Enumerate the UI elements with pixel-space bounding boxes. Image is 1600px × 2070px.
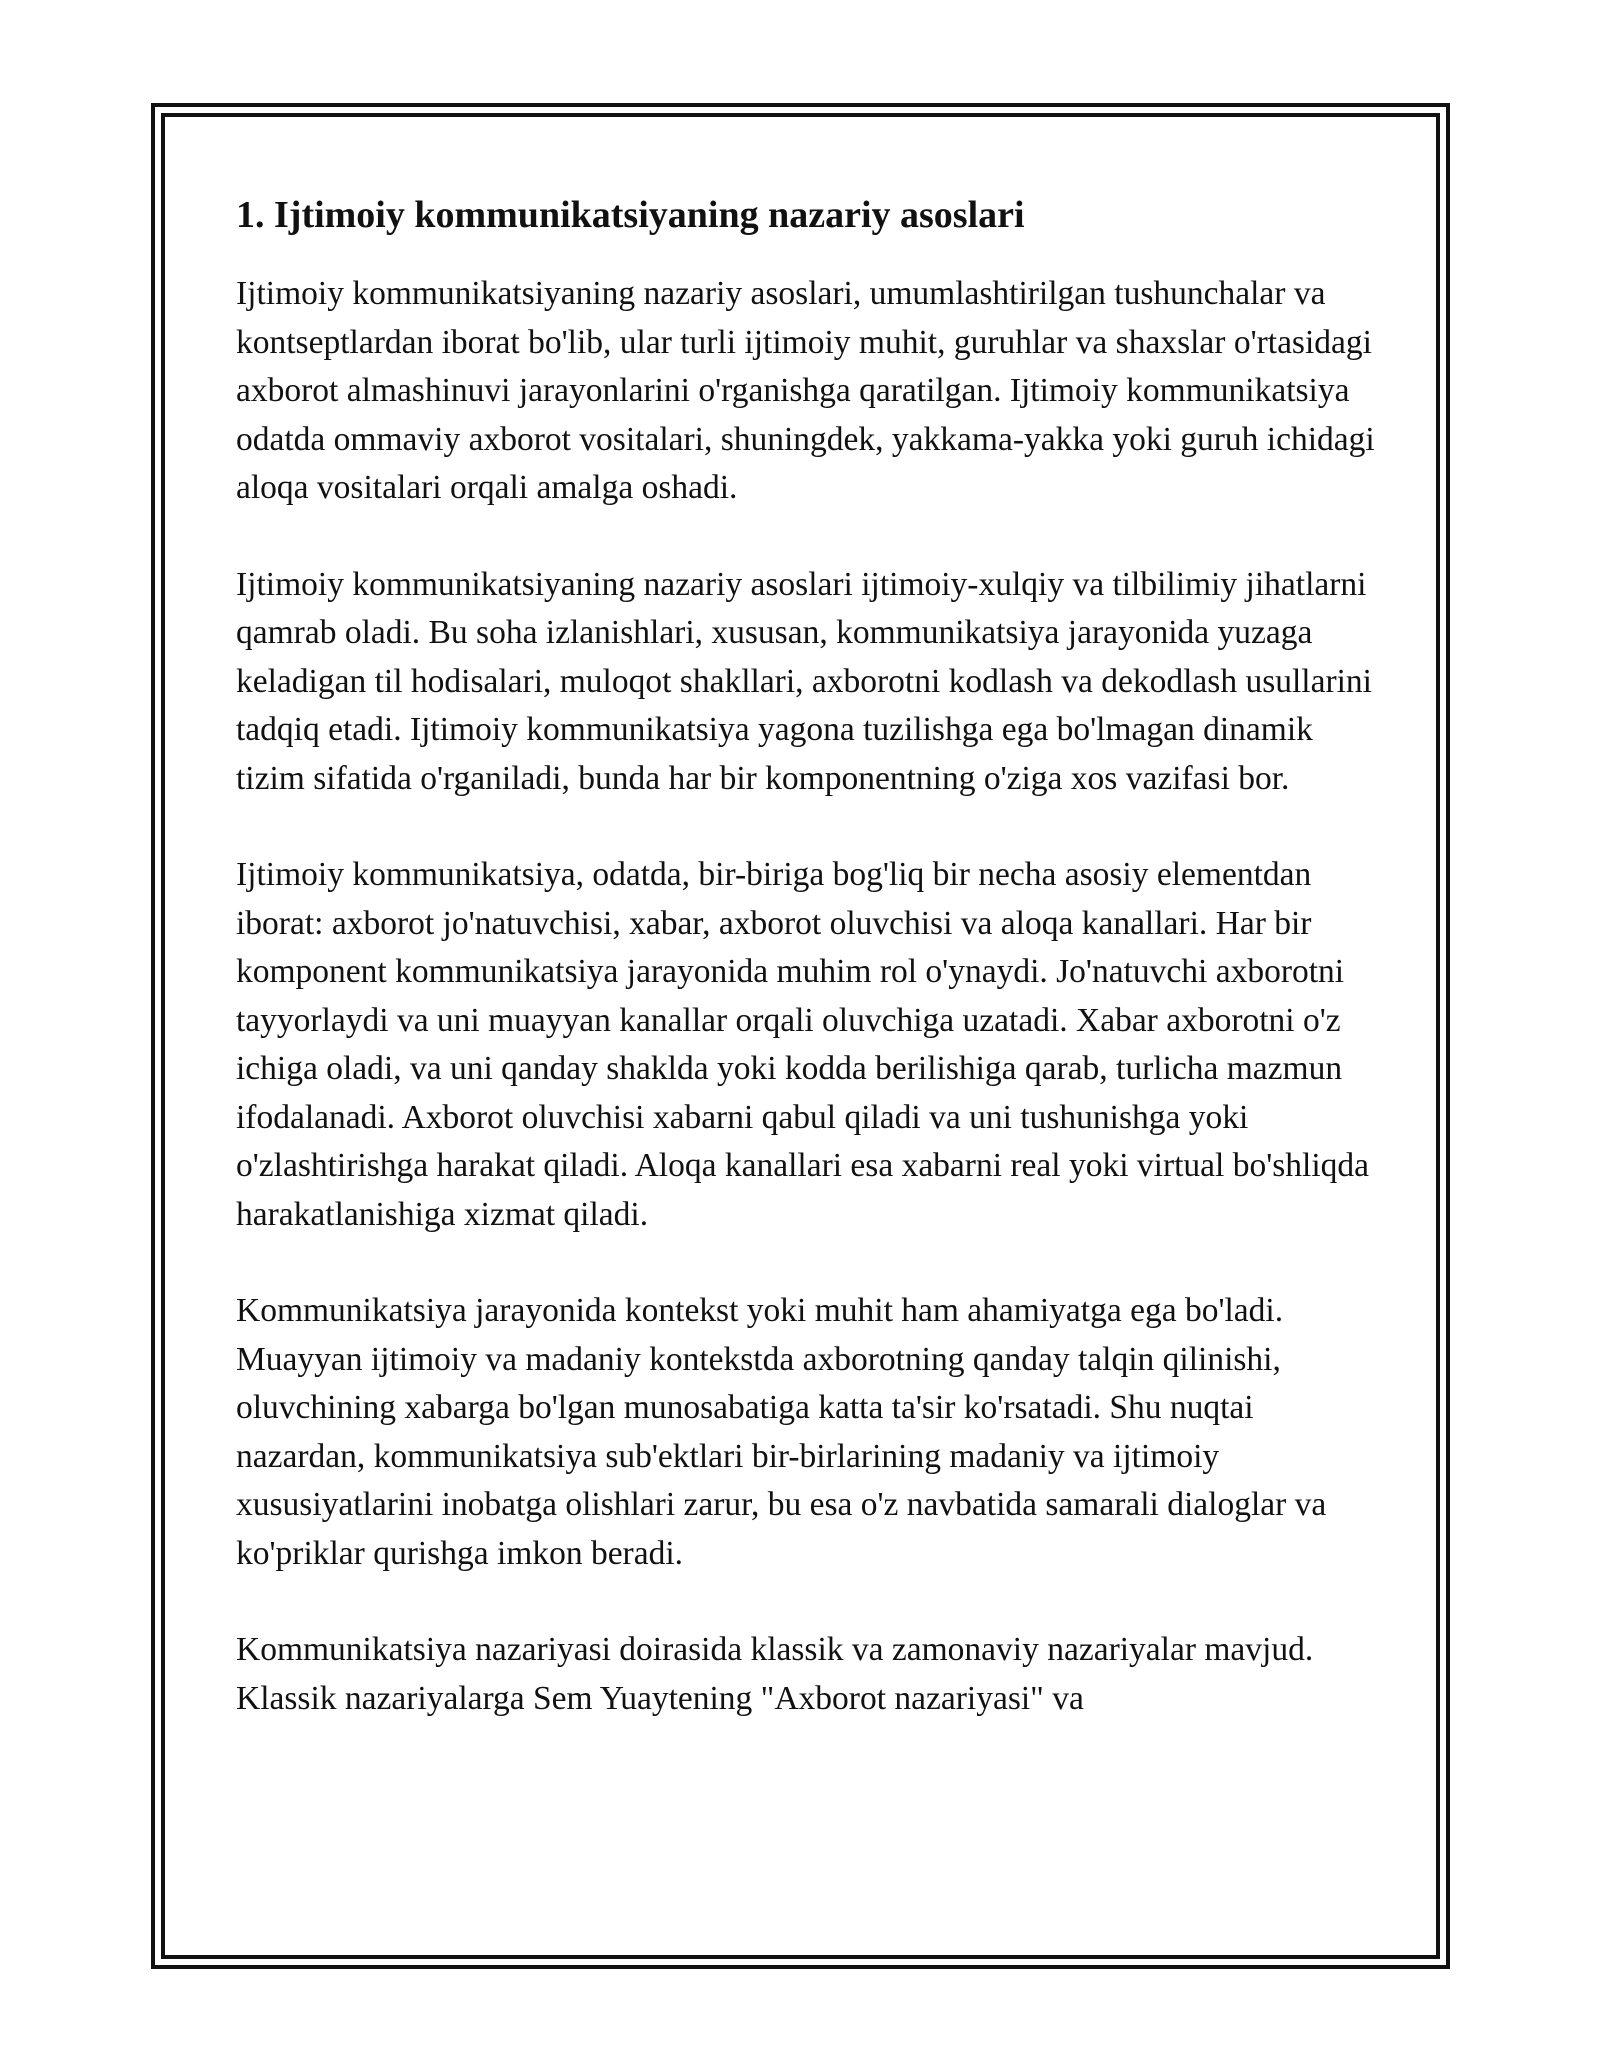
paragraph-2: Ijtimoiy kommunikatsiyaning nazariy asoslari ijtimoiy-xulqiy va tilbilimiy jihatlarni qamrab oladi. Bu soha izlanishlari, xususan, kommunikatsiya jarayonida yuzaga keladigan til hodisalari, muloqot shakllari, axborotni kodlash va dekodlash usullarini tadqiq etadi. Ijtimoiy kommunikatsiya yagona tuzilishga ega bo'lmagan dinamik tizim sifatida o'rganiladi, bunda har bir komponentning o'ziga xos vazifasi bor. <box>236 565 1372 797</box>
paragraph-5: Kommunikatsiya nazariyasi doirasida klassik va zamonaviy nazariyalar mavjud. Klassik nazariyalarga Sem Yuaytening "Axborot nazariyasi" va <box>236 1631 1314 1717</box>
paragraph-4: Kommunikatsiya jarayonida kontekst yoki muhit ham ahamiyatga ega bo'ladi. Muayyan ijtimoiy va madaniy kontekstda axborotning qanday talqin qilinishi, oluvchining xabarga bo'lgan munosabatiga katta ta'sir ko'rsatadi. Shu nuqtai nazardan, kommunikatsiya sub'ektlari bir-birlarining madaniy va ijtimoiy xususiyatlarini inobatga olishlari zarur, bu esa o'z navbatida samarali dialoglar va ko'priklar qurishga imkon beradi. <box>236 1292 1327 1572</box>
document-content <box>236 188 1376 1771</box>
section-heading: 1. Ijtimoiy kommunikatsiyaning nazariy asoslari <box>236 194 1025 236</box>
paragraph-1: Ijtimoiy kommunikatsiyaning nazariy asoslari, umumlashtirilgan tushunchalar va kontseptlardan iborat bo'lib, ular turli ijtimoiy muhit, guruhlar va shaxslar o'rtasidagi axborot almashinuvi jarayonlarini o'rganishga qaratilgan. Ijtimoiy kommunikatsiya odatda ommaviy axborot vositalari, shuningdek, yakkama-yakka yoki guruh ichidagi aloqa vositalari orqali amalga oshadi. <box>236 275 1375 506</box>
paragraph-3: Ijtimoiy kommunikatsiya, odatda, bir-biriga bog'liq bir necha asosiy elementdan iborat: axborot jo'natuvchisi, xabar, axborot oluvchisi va aloqa kanallari. Har bir komponent kommunikatsiya jarayonida muhim rol o'ynaydi. Jo'natuvchi axborotni tayyorlaydi va uni muayyan kanallar orqali oluvchiga uzatadi. Xabar axborotni o'z ichiga oladi, va uni qanday shaklda yoki kodda berilishiga qarab, turlicha mazmun ifodalanadi. Axborot oluvchisi xabarni qabul qiladi va uni tushunishga yoki o'zlashtirishga harakat qiladi. Aloqa kanallari esa xabarni real yoki virtual bo'shliqda harakatlanishiga xizmat qiladi. <box>236 856 1370 1233</box>
